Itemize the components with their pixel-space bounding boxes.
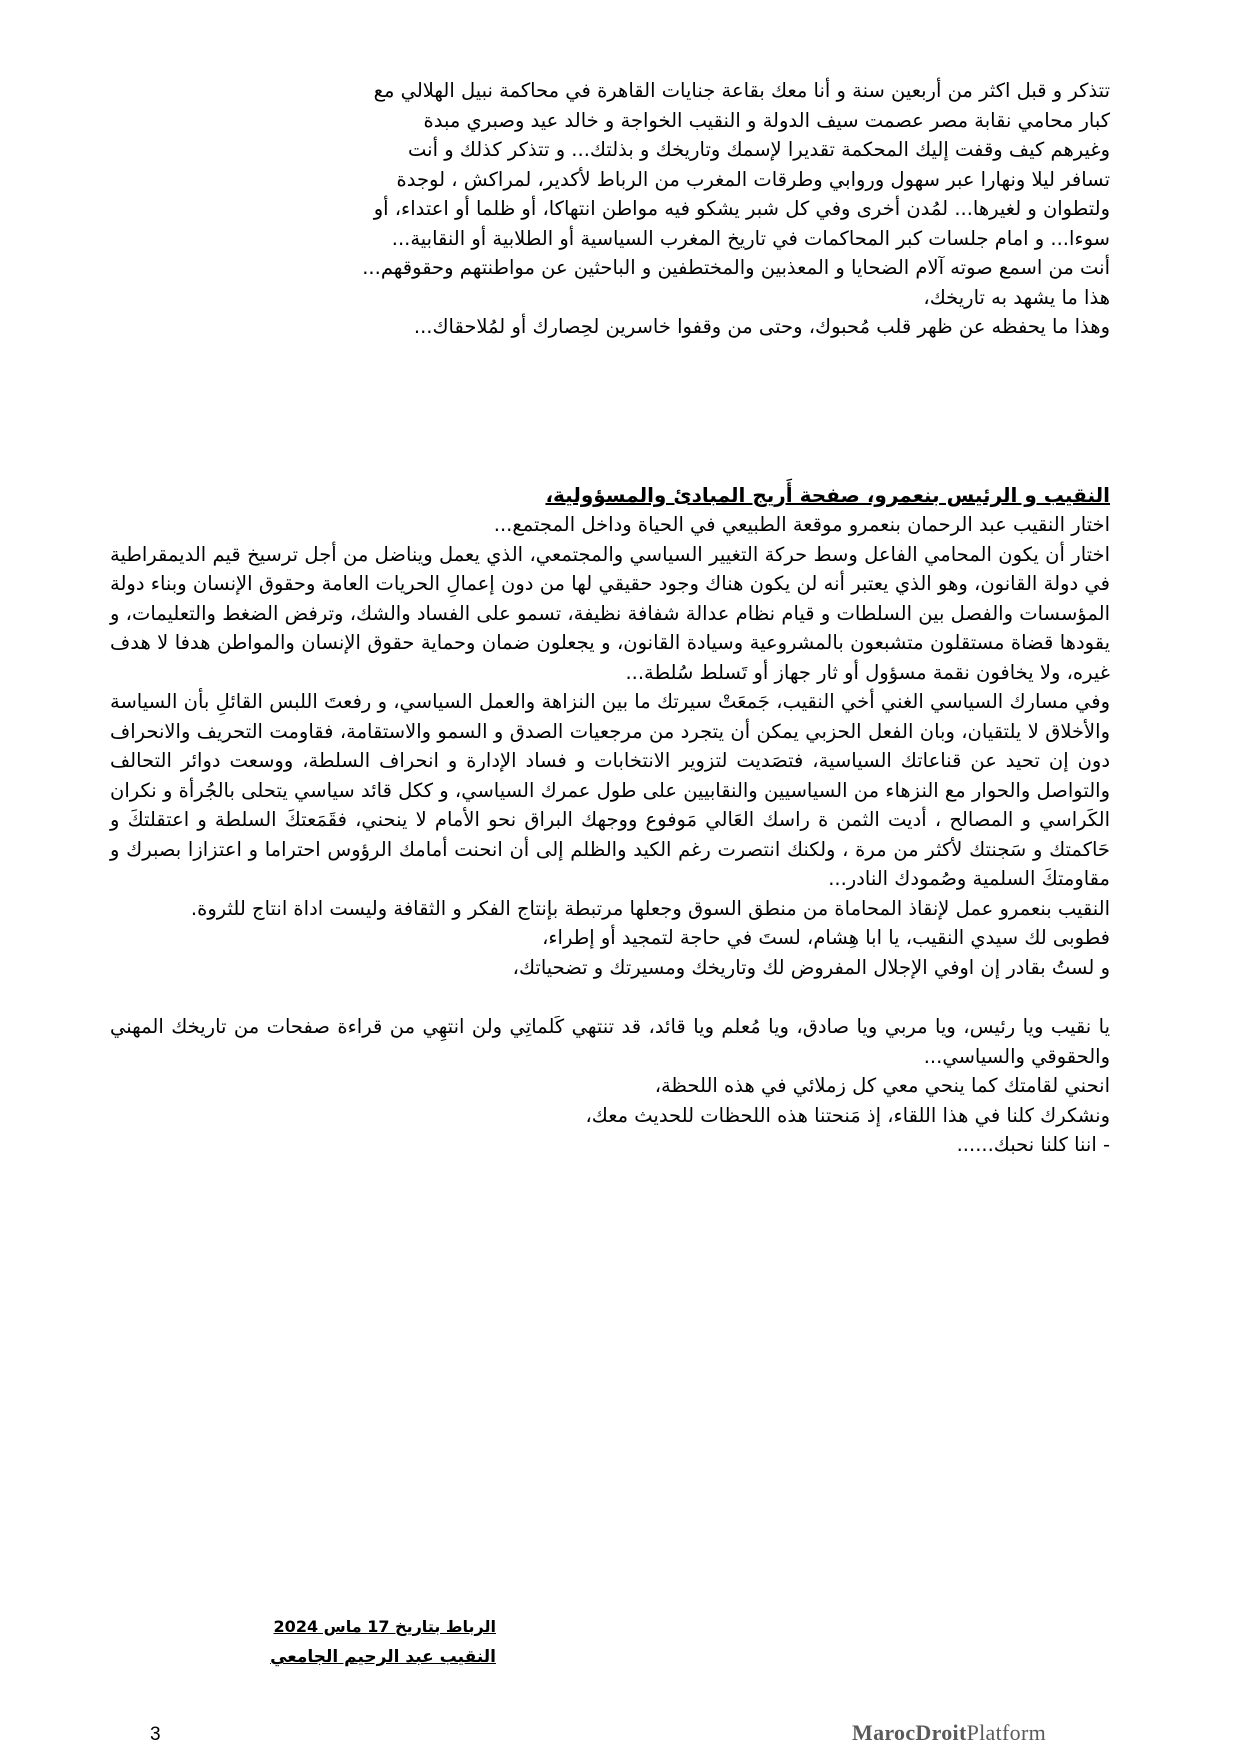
paragraph-closing (110, 1071, 1110, 1160)
paragraph-choice: اختار النقيب عبد الرحمان بنعمرو موقعة الطبيعي في الحياة وداخل المجتمع... (493, 513, 1110, 536)
closing-line: - اننا كلنا نحبك...... (956, 1133, 1110, 1156)
intro-line: سوءا... و امام جلسات كبر المحاكمات في تاريخ المغرب السياسية أو الطلابية أو النقابية... (391, 226, 1110, 250)
intro-line: تتذكر و قبل اكثر من أربعين سنة و أنا معك بقاعة جنايات القاهرة في محاكمة نبيل الهلالي مع (373, 79, 1110, 102)
brand-logo-part: Platform (966, 1720, 1046, 1745)
paragraph-lawyer-role: اختار أن يكون المحامي الفاعل وسط حركة التغيير السياسي والمجتمعي، الذي يعمل ويناضل من أجل ترسيخ قيم الديمقراطية في دولة القانون، وهو الذي يعتبر أنه لن يكون هناك وجود حقيقي لها من دون إعمالِ الحريات العامة وحقوق الإنسان وبناء دولة المؤسسات والفصل بين السلطات و قيام نظام عدالة شفافة نظيفة، تسمو على الفساد والشك، وترفض الضغط والتعليمات، و يقودها قضاة مستقلون متشبعون بالمشروعية وسيادة القانون، و يجعلون ضمان وحماية حقوق الإنسان والمواطن هدفا لا هدف غيره، ولا يخافون نقمة مسؤول أو ثار جهاز أو تَسلط سُلطة... (110, 542, 1110, 684)
main-section (110, 480, 1110, 1160)
closing-line: انحني لقامتك كما ينحي معي كل زملائي في هذه اللحظة، (654, 1074, 1110, 1097)
section-heading: النقيب و الرئيس بنعمرو، صفحة أَريج المبادئ والمسؤولية، (545, 483, 1110, 507)
paragraph-titles: يا نقيب ويا رئيس، ويا مربي ويا صادق، ويا مُعلم ويا قائد، قد تنتهي كَلماتِي ولن انتهِي من قراءة صفحات من تاريخك المهني والحقوقي والسياسي... (110, 1015, 1110, 1068)
intro-line: أنت من اسمع صوته آلام الضحايا و المعذبين والمختطفين و الباحثين عن مواطنتهم وحقوقهم... (362, 256, 1110, 279)
brand-logo (852, 1720, 1046, 1746)
intro-line: وغيرهم كيف وقفت إليك المحكمة تقديرا لإسمك وتاريخك و بذلتك... و تتذكر كذلك و أنت (408, 138, 1110, 161)
brand-logo-part: Droit (915, 1720, 967, 1745)
tribute-line: و لستُ بقادر إن اوفي الإجلال المفروض لك وتاريخك ومسيرتك و تضحياتك، (512, 955, 1110, 979)
intro-line: كبار محامي نقابة مصر عصمت سيف الدولة و النقيب الخواجة و خالد عيد وصبري مبدة (423, 108, 1110, 132)
paragraph-political-path: وفي مسارك السياسي الغني أخي النقيب، جَمعَتْ سيرتك ما بين النزاهة والعمل السياسي، و رفعتَ اللبس القائلِ بأن السياسة والأخلاق لا يلتقيان، وبان الفعل الحزبي يمكن أن يتجرد من مرجعيات الصدق و السمو والاستقامة، فقاومت التحريف والانحراف دون إن تحيد عن قناعاتك السياسية، فتصَديت لتزوير الانتخابات و فساد الإدارة و انحراف السلطة، ووسعت دوائر التحالف والتواصل والحوار مع النزهاء من السياسيين والنقابيين على طول عمرك السياسي، و ككل قائد سياسي يتحلى بالجُرأة و نكران الكَراسي و المصالح ، أديت الثمن ة راسك العَالي مَوفوع ووجهك البراق نحو الأمام لا ينحني، فقَمَعتكَ السلطة و اعتقلتكَ و حَاكمتك و سَجنتك لأكثر من مرة ، ولكنك انتصرت رغم الكيد والظلم إلى أن انحنت أمامك الرؤوس احتراما و اعتزازا بصبرك و مقاومتكَ السلمية وصُمودك النادر... (110, 690, 1110, 890)
paragraph-tribute (110, 923, 1110, 982)
signature-name: النقيب عبد الرحيم الجامعي (270, 1647, 496, 1667)
closing-line: ونشكرك كلنا في هذا اللقاء، إذ مَنحتنا هذه اللحظات للحديث معك، (585, 1103, 1110, 1127)
intro-line: ولتطوان و لغيرها... لمُدن أخرى وفي كل شبر يشكو فيه مواطن انتهاكا، أو ظلما أو اعتداء، أو (373, 197, 1110, 220)
tribute-line: فطوبى لك سيدي النقيب، يا ابا هِشام، لستَ في حاجة لتمجيد أو إطراء، (542, 926, 1110, 949)
paragraph-legal-profession: النقيب بنعمرو عمل لإنقاذ المحاماة من منطق السوق وجعلها مرتبطة بإنتاج الفكر و الثقافة وليست اداة انتاج للثروة. (190, 896, 1110, 920)
intro-line: هذا ما يشهد به تاريخك، (923, 285, 1110, 309)
intro-line: تسافر ليلا ونهارا عبر سهول وروابي وطرقات المغرب من الرباط لأكدير، لمراكش ، لوجدة (396, 167, 1110, 191)
intro-line: وهذا ما يحفظه عن ظهر قلب مُحبوك، وحتى من وقفوا خاسرين لحِصارك أو لمُلاحقاك... (413, 315, 1110, 338)
page-number: 3 (150, 1724, 161, 1745)
brand-logo-part: Maroc (852, 1720, 916, 1745)
signature-date: الرباط بتاريخ 17 ماس 2024 (273, 1617, 496, 1636)
intro-paragraph (110, 76, 1110, 342)
